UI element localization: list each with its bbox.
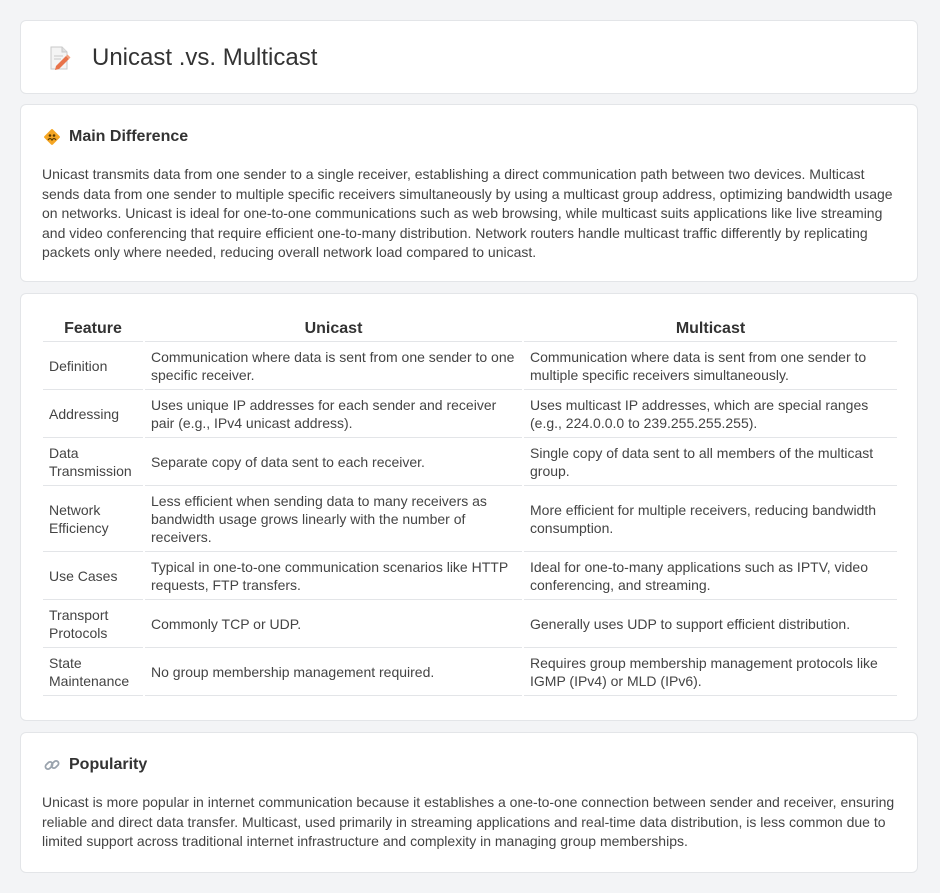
multicast-cell: Generally uses UDP to support efficient distribution. (524, 600, 897, 648)
header-feature: Feature (43, 314, 143, 342)
multicast-cell: Requires group membership management protocols like IGMP (IPv4) or MLD (IPv6). (524, 648, 897, 696)
feature-cell: Use Cases (43, 552, 143, 600)
main-difference-heading (43, 128, 188, 146)
unicast-cell: Less efficient when sending data to many receivers as bandwidth usage grows linearly with the number of receivers. (145, 486, 522, 552)
feature-cell: State Maintenance (43, 648, 143, 696)
feature-cell: Network Efficiency (43, 486, 143, 552)
popularity-card (20, 732, 918, 873)
comparison-table (41, 314, 899, 696)
unicast-cell: Typical in one-to-one communication scenarios like HTTP requests, FTP transfers. (145, 552, 522, 600)
feature-cell: Addressing (43, 390, 143, 438)
main-difference-title: Main Difference (69, 128, 189, 145)
feature-cell: Data Transmission (43, 438, 143, 486)
multicast-cell: Communication where data is sent from one sender to multiple specific receivers simultaneously. (524, 342, 897, 390)
unicast-cell: Uses unique IP addresses for each sender and receiver pair (e.g., IPv4 unicast address). (145, 390, 522, 438)
popularity-title: Popularity (69, 756, 148, 773)
unicast-cell: No group membership management required. (145, 648, 522, 696)
table-row (43, 486, 897, 552)
main-difference-text: Unicast transmits data from one sender to a single receiver, establishing a direct communication path between two devices. Multicast sends data from one sender to multiple specific receivers simultaneously by using a multicast group address, optimizing bandwidth usage on networks. Unicast is ideal for one-to-one communications such as web browsing, while multicast suits applications like live streaming and video conferencing that require efficient one-to-many distribution. Network routers handle multicast traffic differently by replicating packets only where needed, reducing overall network load compared to unicast. (42, 166, 893, 260)
main-difference-card (20, 104, 918, 282)
table-row (43, 600, 897, 648)
popularity-text: Unicast is more popular in internet communication because it establishes a one-to-one connection between sender and receiver, ensuring reliable and direct data transfer. Multicast, used primarily in streaming applications and real-time data distribution, is less common due to limited support across traditional internet infrastructure and complexity in managing group memberships. (42, 794, 895, 849)
table-row (43, 342, 897, 390)
table-row (43, 552, 897, 600)
diamond-people-icon (43, 128, 61, 146)
header-card (20, 20, 918, 94)
table-header-row (43, 314, 897, 342)
unicast-cell: Commonly TCP or UDP. (145, 600, 522, 648)
link-icon (43, 756, 61, 774)
table-row (43, 438, 897, 486)
page-title: Unicast .vs. Multicast (92, 44, 318, 71)
table-row (43, 390, 897, 438)
multicast-cell: Ideal for one-to-many applications such as IPTV, video conferencing, and streaming. (524, 552, 897, 600)
comparison-card (20, 293, 918, 721)
unicast-cell: Separate copy of data sent to each receiver. (145, 438, 522, 486)
header-unicast: Unicast (145, 314, 522, 342)
table-row (43, 648, 897, 696)
popularity-heading (43, 756, 147, 774)
multicast-cell: More efficient for multiple receivers, reducing bandwidth consumption. (524, 486, 897, 552)
feature-cell: Transport Protocols (43, 600, 143, 648)
unicast-cell: Communication where data is sent from one sender to one specific receiver. (145, 342, 522, 390)
feature-cell: Definition (43, 342, 143, 390)
header-multicast: Multicast (524, 314, 897, 342)
multicast-cell: Single copy of data sent to all members of the multicast group. (524, 438, 897, 486)
multicast-cell: Uses multicast IP addresses, which are special ranges (e.g., 224.0.0.0 to 239.255.255.255). (524, 390, 897, 438)
document-pencil-icon (49, 45, 71, 71)
